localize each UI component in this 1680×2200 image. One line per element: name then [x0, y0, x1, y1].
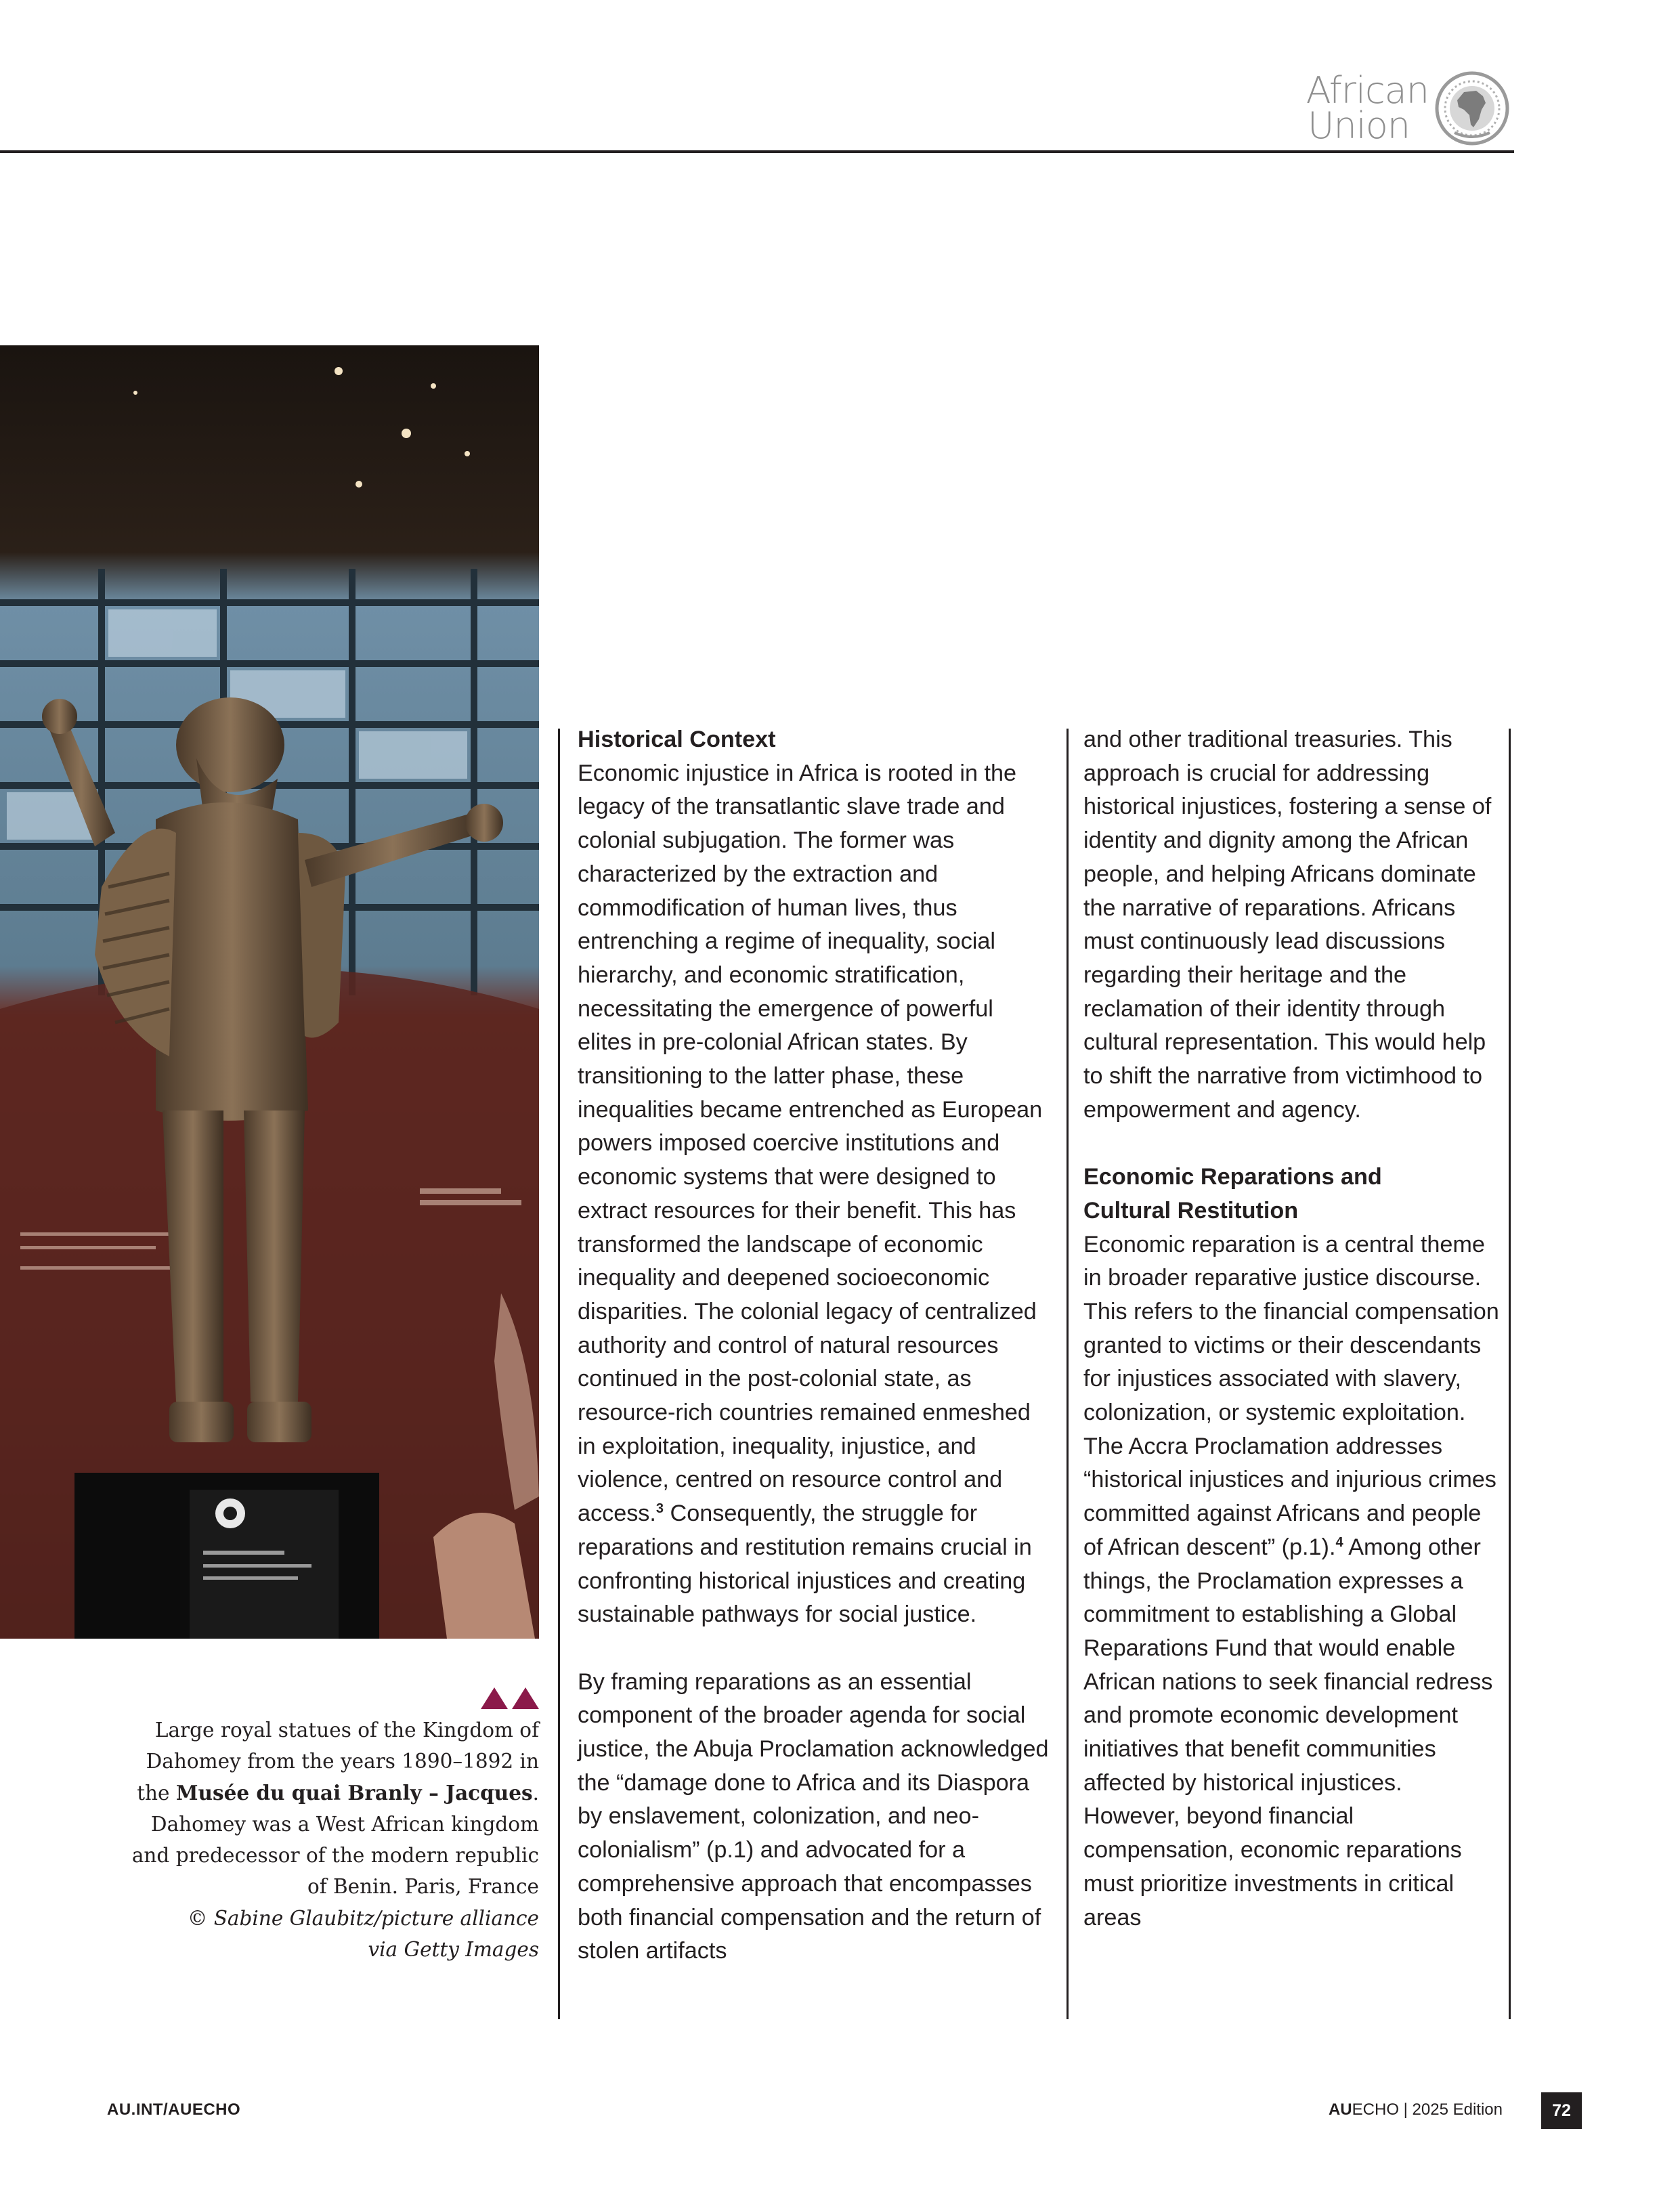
footer-website-link[interactable]: AU.INT/AUECHO	[107, 2100, 241, 2119]
logo-text	[1306, 69, 1429, 147]
column-rule-middle	[1067, 729, 1069, 2019]
photo-caption	[92, 1714, 539, 1965]
text-column-1	[578, 723, 1052, 1968]
caption-line: and predecessor of the modern republic	[131, 1844, 539, 1868]
paragraph-text: Economic injustice in Africa is rooted in the legacy of the transatlantic slave trade and colonial subjugation. The former was characterized by the extraction and commodification of human lives, thus entrenching a regime of inequality, social hierarchy, and economic stratification, necessitating the emergence of powerful elites in pre-colonial African states. By transitioning to the latter phase, these inequalities became entrenched as European powers imposed coercive institutions and economic systems that were designed to extract resources for their benefit. This has transformed the landscape of economic inequality and deepened socioeconomic disparities. The colonial legacy of centralized authority and control of natural resources continued in the post-colonial state, as resource-rich countries remained enmeshed in exploitation, inequality, injustice, and violence, centred on resource control and access.	[578, 760, 1043, 1527]
paragraph-text: Consequently, the struggle for reparations and restitution remains crucial in confronting historical injustices and creating sustainable pathways for social justice.	[578, 1501, 1032, 1628]
royal-statue-photo	[0, 345, 539, 1639]
caption-line: of Benin. Paris, France	[307, 1875, 539, 1899]
caption-line: Dahomey from the years 1890–1892 in	[146, 1750, 539, 1773]
caption-text: .	[532, 1781, 539, 1805]
caption-line: Large royal statues of the Kingdom of	[154, 1719, 539, 1742]
african-union-logo	[1307, 65, 1510, 150]
footnote-ref: 3	[655, 1501, 664, 1517]
body-paragraph	[1083, 1228, 1503, 1935]
body-paragraph	[578, 757, 1052, 1632]
footer-publication	[1329, 2100, 1503, 2119]
heading-line: Cultural Restitution	[1083, 1197, 1299, 1224]
caption-text: the	[137, 1781, 176, 1805]
column-rule-right	[1509, 729, 1511, 2019]
section-heading-economic-reparations	[1083, 1161, 1503, 1228]
caption-credit	[92, 1903, 539, 1934]
caption-marker-icon	[481, 1686, 542, 1709]
column-rule-left	[558, 729, 560, 2019]
heading-line: Economic Reparations and	[1083, 1164, 1382, 1190]
caption-credit	[92, 1934, 539, 1965]
caption-line	[92, 1777, 539, 1809]
credit-text: © Sabine Glaubitz/picture alliance	[187, 1906, 539, 1930]
credit-text: via Getty Images	[368, 1938, 539, 1962]
body-paragraph: and other traditional treasuries. This approach is crucial for addressing historical injustices, fostering a sense of identity and dignity among the African people, and helping Africans dominate the narrative of reparations. Africans must continuously lead discussions regarding their heritage and the reclamation of their identity through cultural representation. This would help to shift the narrative from victimhood to empowerment and agency.	[1083, 727, 1492, 1123]
caption-museum-name: Musée du quai Branly – Jacques	[175, 1780, 533, 1805]
header-rule	[0, 150, 1514, 153]
african-union-emblem-icon	[1434, 70, 1510, 146]
page-number: 72	[1541, 2092, 1582, 2129]
footer-edition: ECHO | 2025 Edition	[1352, 2100, 1503, 2119]
section-heading-historical-context: Historical Context	[578, 727, 776, 752]
footer-brand: AU	[1328, 2100, 1352, 2119]
body-paragraph: By framing reparations as an essential component of the broader agenda for social justice, the Abuja Proclamation acknowledged the “damage done to Africa and its Diaspora by enslavement, colonization, and neo-colonialism” (p.1) and advocated for a comprehensive approach that encompasses both financial compensation and the return of stolen artifacts	[578, 1668, 1049, 1964]
paragraph-text: Among other things, the Proclamation expresses a commitment to establishing a Global Reparations Fund that would enable African nations to seek financial redress and promote economic development initiatives that benefit communities affected by historical injustices. However, beyond financial compensation, economic reparations must prioritize investments in critical areas	[1083, 1534, 1493, 1931]
logo-line-2: Union	[1307, 104, 1410, 147]
paragraph-text: Economic reparation is a central theme in broader reparative justice discourse. This refers to the financial compensation granted to victims or their descendants for injustices associated with slavery, colonization, or systemic exploitation. The Accra Proclamation addresses “historical injustices and injurious crimes committed against Africans and people of African descent” (p.1).	[1083, 1231, 1499, 1560]
text-column-2	[1083, 723, 1503, 1935]
footnote-ref: 4	[1335, 1534, 1343, 1550]
caption-line: Dahomey was a West African kingdom	[150, 1812, 539, 1836]
logo-line-1: African	[1306, 69, 1429, 112]
